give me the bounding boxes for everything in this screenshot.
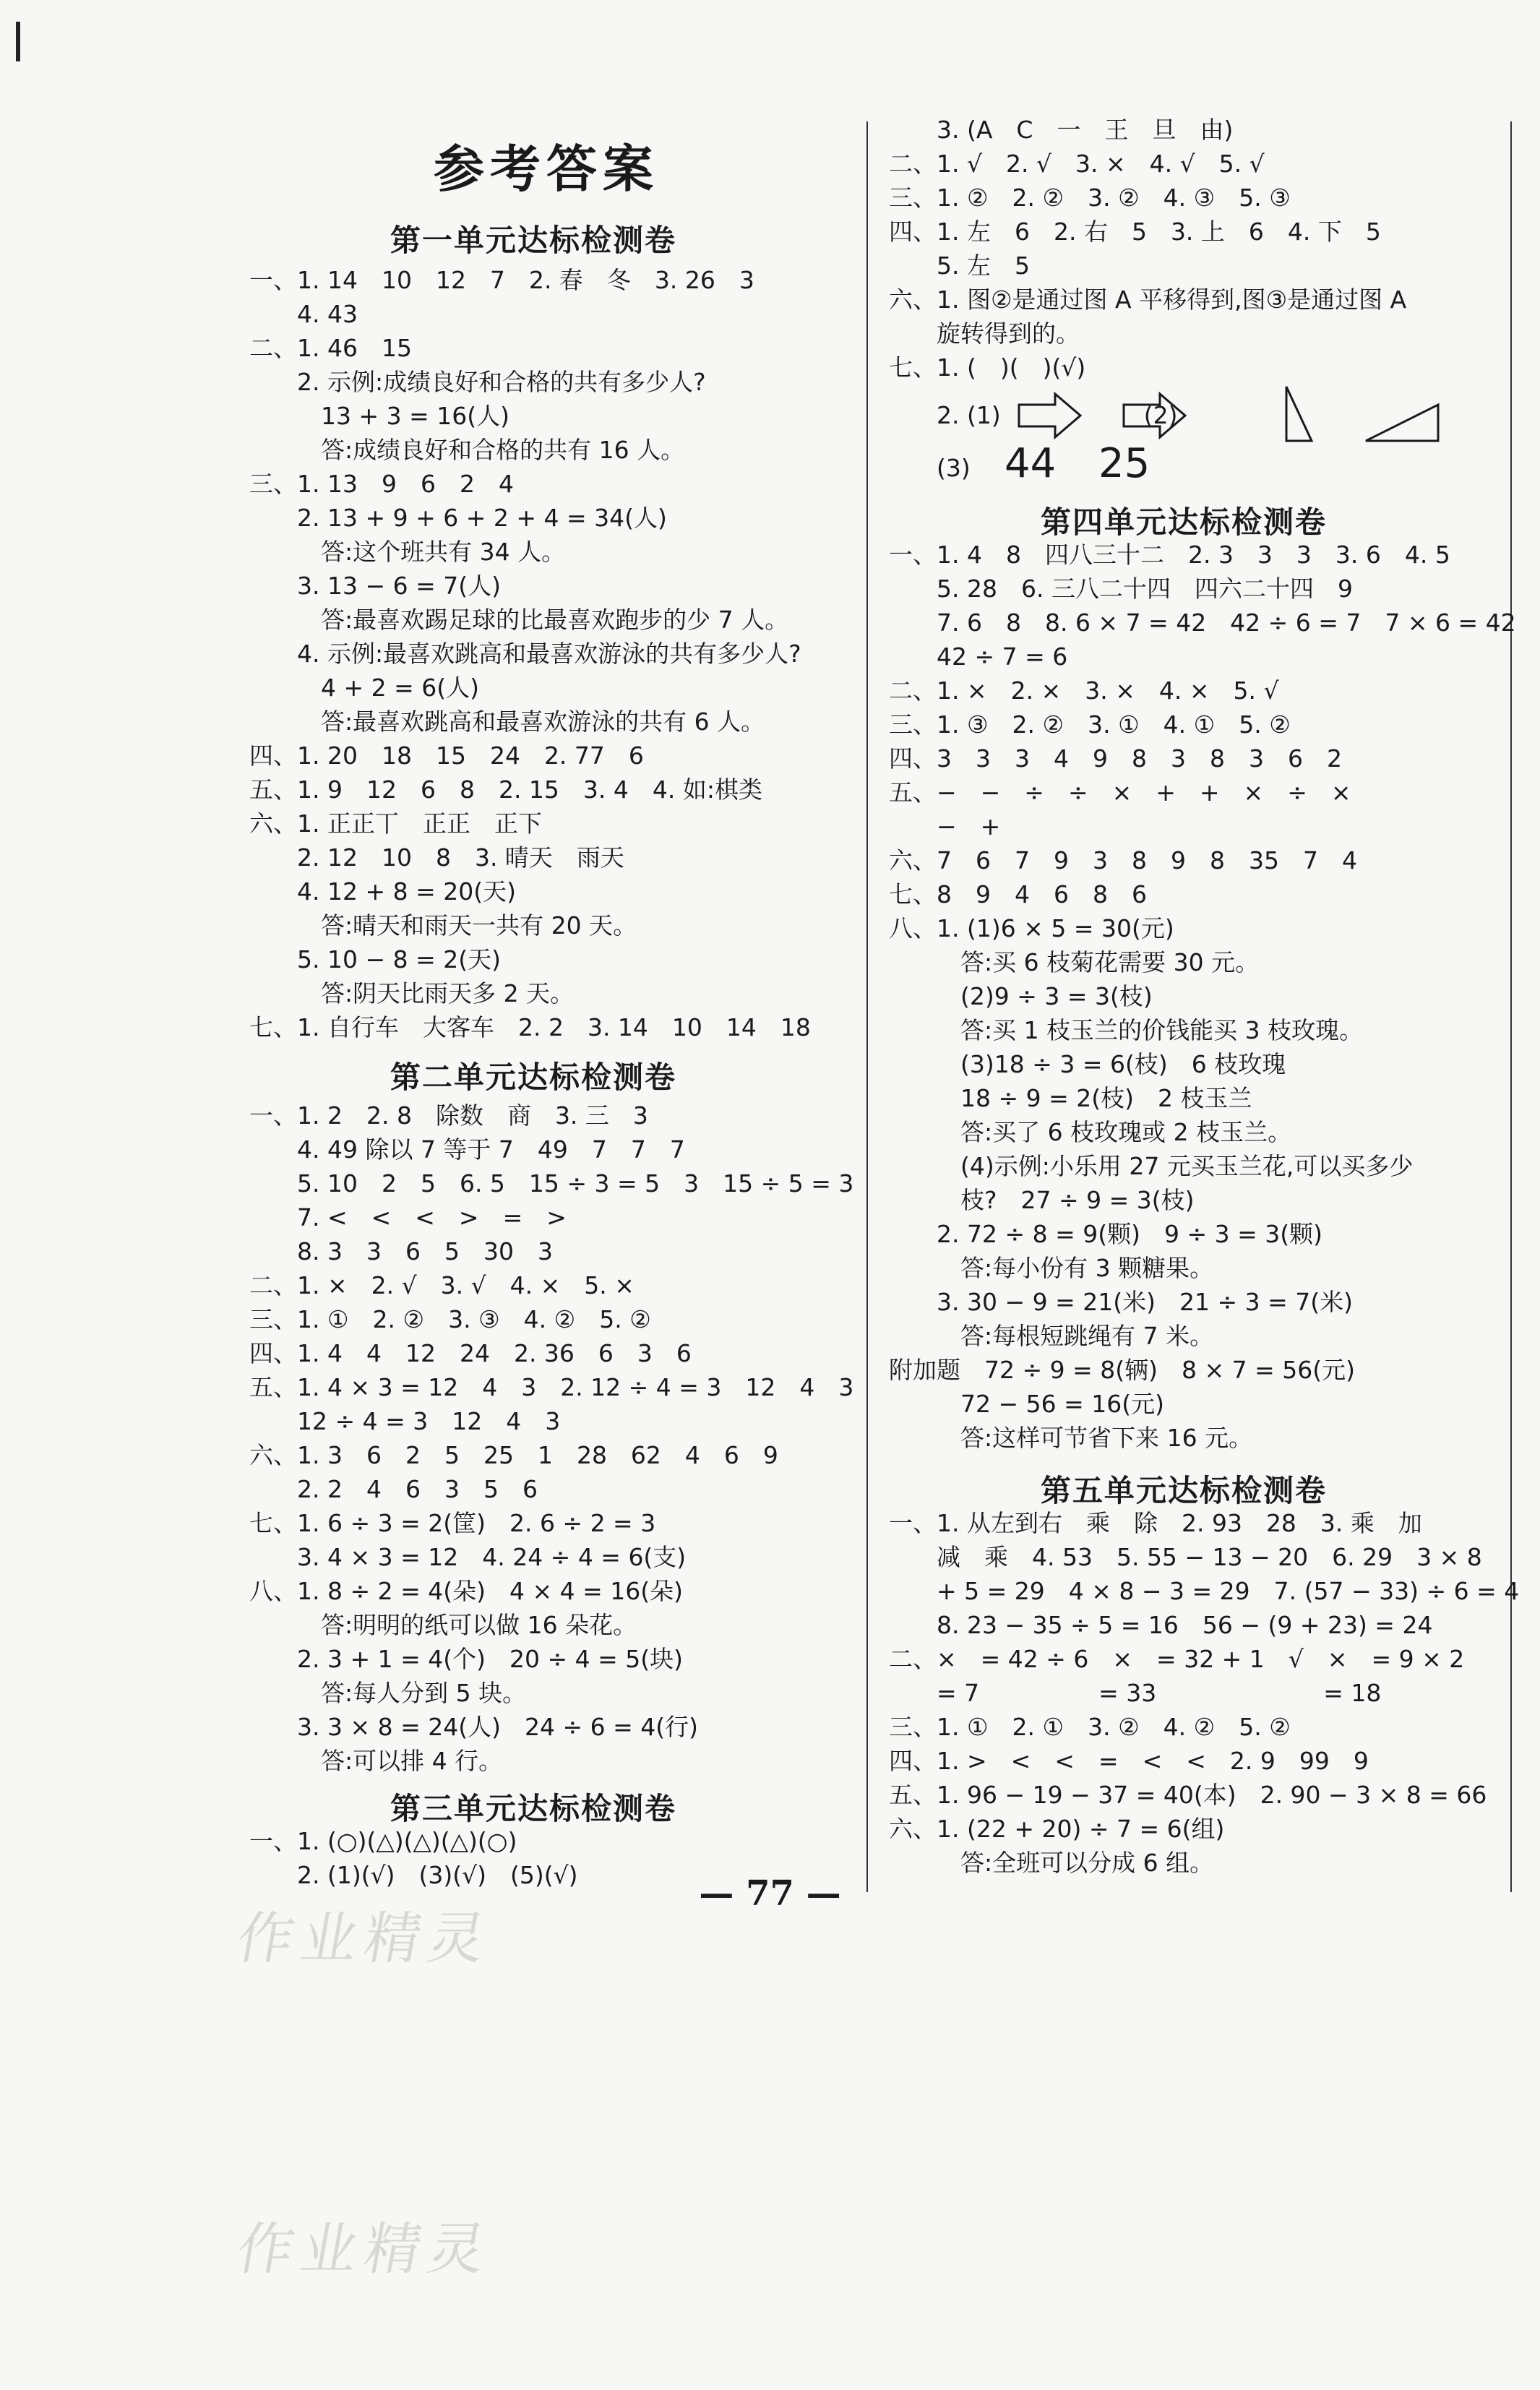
answer-line: 八、1. (1)6 × 5 = 30(元) [889, 914, 1174, 942]
answer-line: 3. (A C 一 王 旦 由) [889, 116, 1234, 144]
right-border [1510, 121, 1512, 1892]
answer-line: 答:每根短跳绳有 7 米。 [889, 1322, 1214, 1350]
answer-line: 3. 4 × 3 = 12 4. 24 ÷ 4 = 6(支) [249, 1543, 687, 1571]
answer-line: 七、8 9 4 6 8 6 [889, 880, 1147, 908]
answer-line: 13 + 3 = 16(人) [249, 402, 509, 430]
page-title: 参考答案 [434, 139, 659, 199]
answer-line: 三、1. ② 2. ② 3. ② 4. ③ 5. ③ [889, 184, 1291, 212]
answer-line: 2. 13 + 9 + 6 + 2 + 4 = 34(人) [249, 504, 667, 532]
answer-line: 六、1. 3 6 2 5 25 1 28 62 4 6 9 [249, 1441, 778, 1469]
answer-line: 2. (1) (2) [889, 401, 1178, 429]
answer-line: 一、1. 4 8 四八三十二 2. 3 3 3 3. 6 4. 5 [889, 541, 1450, 569]
answer-line: 答:买 1 枝玉兰的价钱能买 3 枝玫瑰。 [889, 1016, 1364, 1044]
answer-line: 答:明明的纸可以做 16 朵花。 [249, 1611, 637, 1639]
answer-line: 4 + 2 = 6(人) [249, 674, 479, 702]
answer-line: 七、1. 6 ÷ 3 = 2(筐) 2. 6 ÷ 2 = 3 [249, 1509, 656, 1537]
answer-line: 五、1. 9 12 6 8 2. 15 3. 4 4. 如:棋类 [249, 775, 762, 804]
answer-line: (3) [889, 454, 971, 482]
answer-line: 答:买 6 枝菊花需要 30 元。 [889, 948, 1260, 976]
page-number: — 77 — [699, 1873, 841, 1914]
answer-line: 2. 3 + 1 = 4(个) 20 ÷ 4 = 5(块) [249, 1645, 683, 1673]
svg-text:44: 44 [1005, 440, 1057, 487]
answer-line: 四、1. 4 4 12 24 2. 36 6 3 6 [249, 1339, 692, 1367]
answer-line: 2. 12 10 8 3. 晴天 雨天 [249, 843, 624, 872]
answer-line: 减 乘 4. 53 5. 55 − 13 − 20 6. 29 3 × 8 [889, 1543, 1482, 1571]
answer-line: (4)示例:小乐用 27 元买玉兰花,可以买多少 [889, 1152, 1414, 1180]
answer-line: 72 − 56 = 16(元) [889, 1390, 1164, 1418]
answer-line: 5. 10 2 5 6. 5 15 ÷ 3 = 5 3 15 ÷ 5 = 3 [249, 1169, 854, 1198]
arrow-shapes-figure [1015, 390, 1232, 441]
answer-line: 二、1. × 2. × 3. × 4. × 5. √ [889, 676, 1279, 705]
answer-line: 答:全班可以分成 6 组。 [889, 1849, 1214, 1877]
answer-line: 42 ÷ 7 = 6 [889, 642, 1068, 671]
answer-line: 答:每小份有 3 颗糖果。 [889, 1254, 1214, 1282]
answer-line: 18 ÷ 9 = 2(枝) 2 枝玉兰 [889, 1084, 1252, 1112]
answer-line: 答:晴天和雨天一共有 20 天。 [249, 911, 637, 940]
answer-line: 3. 13 − 6 = 7(人) [249, 572, 501, 600]
answer-line: 4. 43 [249, 300, 358, 328]
answer-line: 三、1. ③ 2. ② 3. ① 4. ① 5. ② [889, 710, 1291, 739]
answer-line: 7. < < < > = > [249, 1203, 567, 1231]
answer-line: 三、1. ① 2. ② 3. ③ 4. ② 5. ② [249, 1305, 651, 1333]
answer-line: 二、1. 46 15 [249, 334, 412, 362]
answer-line: 5. 左 5 [889, 252, 1030, 280]
answer-line: 答:成绩良好和合格的共有 16 人。 [249, 436, 685, 464]
answer-line: 2. 示例:成绩良好和合格的共有多少人? [249, 368, 706, 396]
answer-line: 五、1. 96 − 19 − 37 = 40(本) 2. 90 − 3 × 8 = 66 [889, 1781, 1487, 1809]
answer-line: 2. (1)(√) (3)(√) (5)(√) [249, 1861, 578, 1889]
answer-line: 2. 2 4 6 3 5 6 [249, 1475, 538, 1503]
answer-line: 四、3 3 3 4 9 8 3 8 3 6 2 [889, 744, 1342, 773]
answer-line: 一、1. 14 10 12 7 2. 春 冬 3. 26 3 [249, 266, 754, 294]
watermark: 作业精灵 [231, 1907, 498, 1972]
answer-line: 六、1. 图②是通过图 A 平移得到,图③是通过图 A [889, 285, 1407, 314]
section-title-unit1: 第一单元达标检测卷 [390, 223, 677, 258]
answer-line: − + [889, 812, 1001, 841]
section-title-unit2: 第二单元达标检测卷 [390, 1059, 677, 1095]
answer-line: 答:最喜欢踢足球的比最喜欢跑步的少 7 人。 [249, 606, 789, 634]
answer-line: 答:买了 6 枝玫瑰或 2 枝玉兰。 [889, 1118, 1292, 1146]
answer-line: 枝? 27 ÷ 9 = 3(枝) [889, 1186, 1195, 1214]
answer-line: 12 ÷ 4 = 3 12 4 3 [249, 1407, 561, 1435]
answer-line: 四、1. 左 6 2. 右 5 3. 上 6 4. 下 5 [889, 218, 1381, 246]
section-title-unit3: 第三单元达标检测卷 [390, 1791, 677, 1826]
answer-line: 8. 23 − 35 ÷ 5 = 16 56 − (9 + 23) = 24 [889, 1611, 1433, 1639]
answer-line: 7. 6 8 8. 6 × 7 = 42 42 ÷ 6 = 7 7 × 6 = 42 [889, 609, 1516, 637]
triangle-shapes-figure [1279, 383, 1467, 448]
answer-line: 四、1. > < < = < < 2. 9 99 9 [889, 1747, 1369, 1775]
answer-line: 答:这样可节省下来 16 元。 [889, 1424, 1253, 1452]
answer-line: 一、1. (○)(△)(△)(△)(○) [249, 1827, 517, 1855]
answer-line: 附加题 72 ÷ 9 = 8(辆) 8 × 7 = 56(元) [889, 1356, 1355, 1384]
answer-line: 答:每人分到 5 块。 [249, 1679, 527, 1707]
section-title-unit5: 第五单元达标检测卷 [1041, 1473, 1328, 1508]
answer-line: 3. 30 − 9 = 21(米) 21 ÷ 3 = 7(米) [889, 1288, 1353, 1316]
answer-line: 二、× = 42 ÷ 6 × = 32 + 1 √ × = 9 × 2 [889, 1645, 1465, 1673]
answer-line: 5. 10 − 8 = 2(天) [249, 945, 501, 973]
answer-line: 5. 28 6. 三八二十四 四六二十四 9 [889, 575, 1353, 603]
answer-line: 三、1. 13 9 6 2 4 [249, 470, 514, 498]
answer-line: 8. 3 3 6 5 30 3 [249, 1237, 553, 1265]
answer-line: (3)18 ÷ 3 = 6(枝) 6 枝玫瑰 [889, 1050, 1286, 1078]
watermark: 作业精灵 [231, 2217, 498, 2282]
page-corner-mark [16, 22, 20, 61]
answer-line: 八、1. 8 ÷ 2 = 4(朵) 4 × 4 = 16(朵) [249, 1577, 683, 1605]
answer-line: 3. 3 × 8 = 24(人) 24 ÷ 6 = 4(行) [249, 1713, 698, 1741]
answer-line: 五、1. 4 × 3 = 12 4 3 2. 12 ÷ 4 = 3 12 4 3 [249, 1373, 854, 1401]
answer-line: 五、− − ÷ ÷ × + + × ÷ × [889, 778, 1351, 807]
answer-line: 一、1. 从左到右 乘 除 2. 93 28 3. 乘 加 [889, 1509, 1422, 1537]
answer-line: 六、1. (22 + 20) ÷ 7 = 6(组) [889, 1815, 1225, 1843]
answer-line: 答:这个班共有 34 人。 [249, 538, 566, 566]
answer-line: 答:阴天比雨天多 2 天。 [249, 979, 575, 1007]
answer-line: 七、1. ( )( )(√) [889, 353, 1086, 382]
answer-line: 七、1. 自行车 大客车 2. 2 3. 14 10 14 18 [249, 1013, 811, 1041]
answer-line: 四、1. 20 18 15 24 2. 77 6 [249, 741, 644, 770]
answer-line: 答:可以排 4 行。 [249, 1747, 503, 1775]
column-divider [866, 121, 868, 1892]
answer-line: 三、1. ① 2. ① 3. ② 4. ② 5. ② [889, 1713, 1291, 1741]
answer-line: 一、1. 2 2. 8 除数 商 3. 三 3 [249, 1101, 648, 1130]
answer-line: 二、1. √ 2. √ 3. × 4. √ 5. √ [889, 150, 1265, 178]
answer-line: 六、7 6 7 9 3 8 9 8 35 7 4 [889, 846, 1357, 874]
answer-line: 旋转得到的。 [889, 319, 1080, 348]
answer-line: 4. 49 除以 7 等于 7 49 7 7 7 [249, 1135, 685, 1164]
answer-line: 4. 示例:最喜欢跳高和最喜欢游泳的共有多少人? [249, 640, 801, 668]
answer-line: 六、1. 正正丅 正正 正下 [249, 809, 542, 838]
answer-line: 2. 72 ÷ 8 = 9(颗) 9 ÷ 3 = 3(颗) [889, 1220, 1322, 1248]
answer-line: (2)9 ÷ 3 = 3(枝) [889, 982, 1153, 1010]
section-title-unit4: 第四单元达标检测卷 [1041, 504, 1328, 540]
answer-line: = 7 = 33 = 18 [889, 1679, 1382, 1707]
answer-line: 4. 12 + 8 = 20(天) [249, 877, 516, 906]
answer-line: 二、1. × 2. √ 3. √ 4. × 5. × [249, 1271, 635, 1299]
rotated-numbers-figure [1005, 437, 1171, 488]
answer-line: 答:最喜欢跳高和最喜欢游泳的共有 6 人。 [249, 708, 765, 736]
svg-text:25: 25 [1098, 440, 1150, 487]
answer-line: + 5 = 29 4 × 8 − 3 = 29 7. (57 − 33) ÷ 6 = 4 [889, 1577, 1520, 1605]
